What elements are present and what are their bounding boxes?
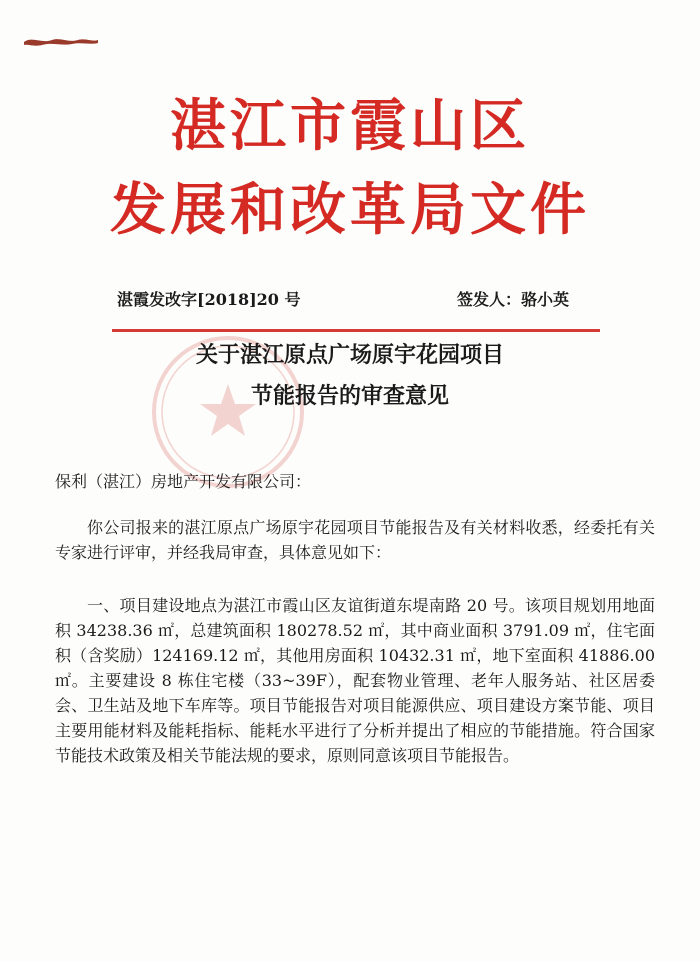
document-number: 湛霞发改字[2018]20 号 — [117, 290, 301, 309]
subject-line-2: 节能报告的审查意见 — [250, 384, 449, 409]
body-paragraph-item-1: 一、项目建设地点为湛江市霞山区友谊街道东堤南路 20 号。该项目规划用地面积 34238.36 ㎡，总建筑面积 180278.52 ㎡，其中商业面积 3791.09 ㎡，住宅面积（含奖励）124169.12 ㎡，其他用房面积 10432.31 ㎡，地下室面积 41886.00 ㎡。主要建设 8 栋住宅楼（33~39F），配套物业管理、老年人服务站、社区居委会、卫生站及地下车库等。项目节能报告对项目能源供应、项目建设方案节能、项目主要用能材料及能耗指标、能耗水平进行了分析并提出了相应的节能措施。符合国家节能技术政策及相关节能法规的要求，原则同意该项目节能报告。 — [55, 596, 655, 765]
signer-label: 签发人： — [457, 290, 522, 309]
document-type-title: 发展和改革局文件 — [110, 177, 590, 243]
signer — [457, 287, 569, 310]
issuing-authority-title: 湛江市霞山区 — [170, 93, 530, 159]
subject-line-1: 关于湛江原点广场原宇花园项目 — [195, 343, 504, 368]
signer-name: 骆小英 — [521, 290, 570, 309]
addressee: 保利（湛江）房地产开发有限公司： — [55, 472, 312, 491]
ink-stain — [22, 34, 100, 48]
body-paragraph-intro: 你公司报来的湛江原点广场原宇花园项目节能报告及有关材料收悉，经委托有关专家进行评审，并经我局审查，具体意见如下： — [55, 518, 655, 562]
